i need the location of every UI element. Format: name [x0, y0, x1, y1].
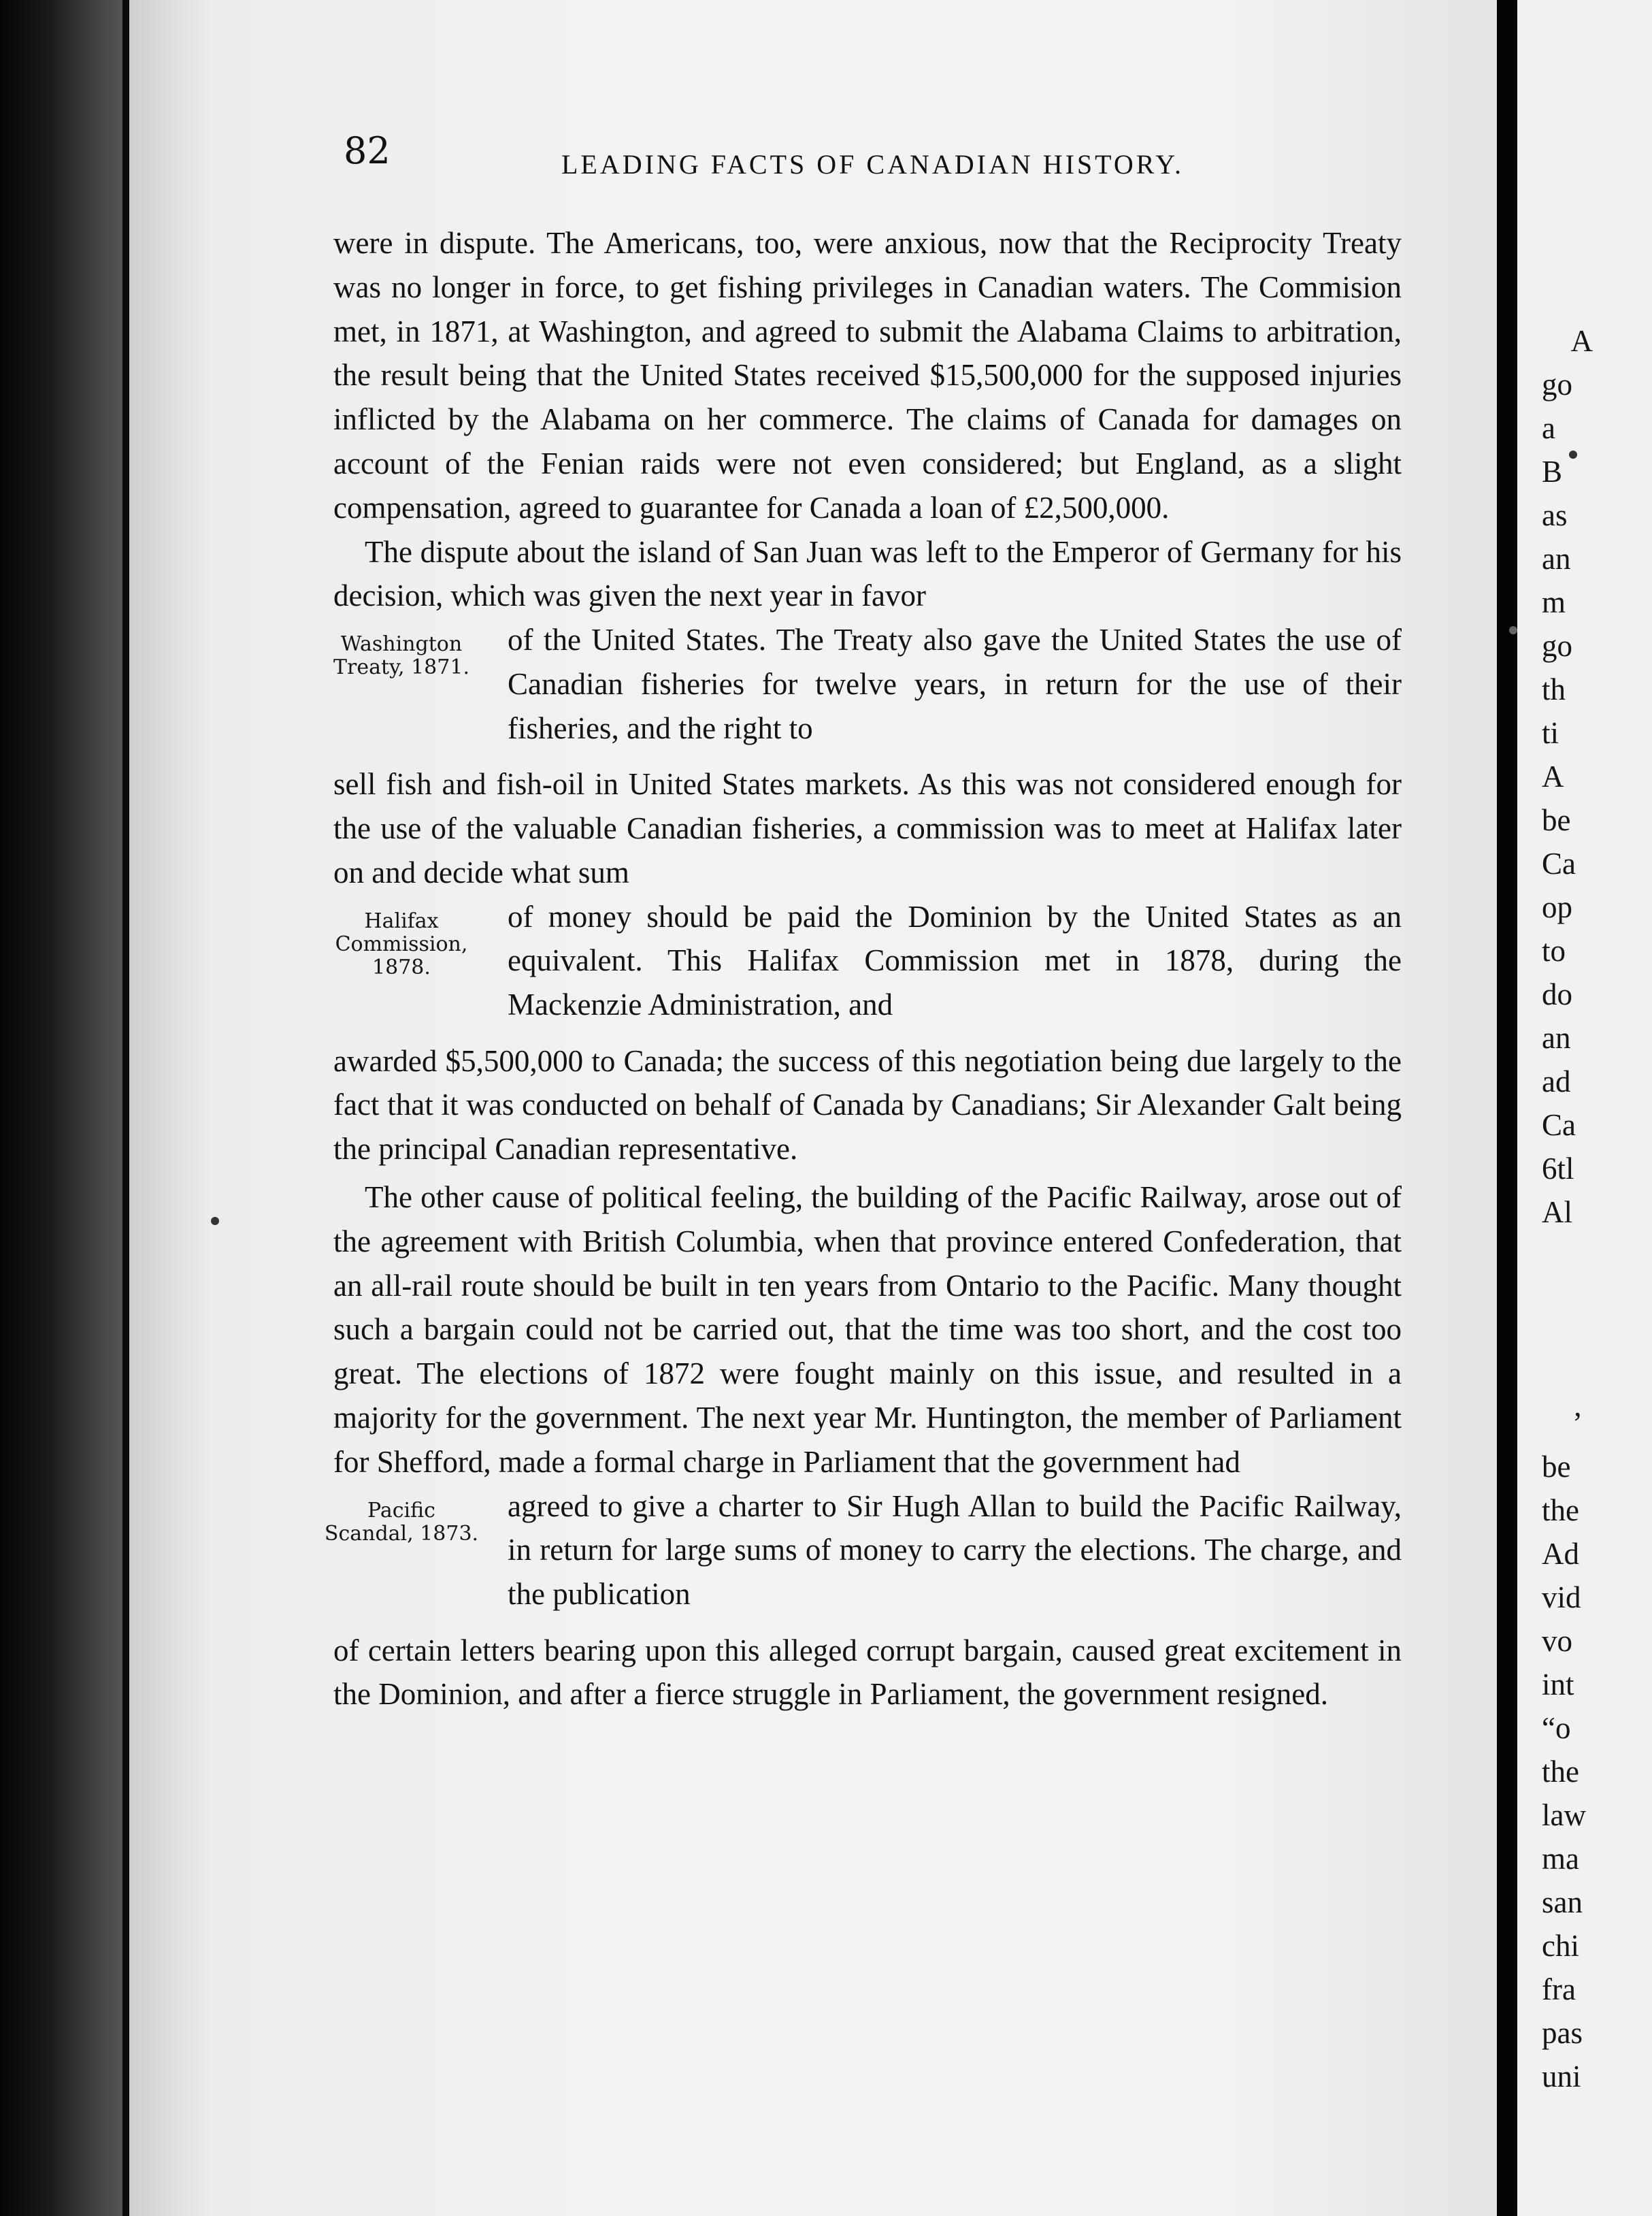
facing-page-fragment-group: ’ be the Ad vid vo int “o the law ma san chi fra pas uni: [1542, 1406, 1586, 2093]
sidenote-line: Treaty, 1871.: [333, 655, 469, 680]
paragraph-text: of the United States. The Treaty also gave the United States the use of Canadian fisheries for twelve years, in return for the use of their fisheries, and the right to: [508, 623, 1402, 745]
ink-spot: [211, 1217, 219, 1225]
sidenote-halifax-commission: [320, 895, 483, 1039]
sidenote-washington-treaty: [320, 618, 483, 762]
page-number: 82: [344, 129, 391, 172]
facing-page-edge: [1517, 0, 1652, 2216]
sidenote-line: Pacific: [367, 1498, 435, 1522]
paragraph-pacific-railway: The other cause of political feeling, the building of the Pacific Railway, arose out of the agreement with British Columbia, when that province entered Confederation, that an all-rail route should be built in ten years from Ontario to the Pacific. Many thought such a bargain could not be carried out, that the time was too short, and the cost too great. The elections of 1872 were fought mainly on this issue, and resulted in a majority for the government. The next year Mr. Huntington, the member of Parliament for Shefford, made a formal charge in Parliament that the government had: [333, 1179, 1402, 1479]
paragraph-san-juan: [333, 530, 1402, 619]
sidenote-pacific-scandal: [320, 1484, 483, 1629]
paragraph-text: sell fish and fish-oil in United States markets. As this was not considered enough for the use of the valuable Canadian fisheries, a commission was to meet at Halifax later on and decide what sum: [333, 767, 1402, 890]
sidenote-line: Commission,: [335, 932, 468, 956]
book-spine-shadow: [0, 0, 122, 2216]
facing-page-fragments: [1542, 276, 1593, 2142]
ink-spot: [1509, 626, 1517, 634]
body-text: [324, 221, 1402, 1716]
running-head-title: LEADING FACTS OF CANADIAN HISTORY.: [561, 149, 1184, 180]
sidenote-line: Halifax: [364, 909, 439, 933]
running-head: [344, 129, 1513, 191]
sidenote-line: Washington: [340, 632, 463, 657]
facing-page-gap: [1542, 1277, 1593, 1358]
sidenote-line: 1878.: [372, 955, 431, 979]
facing-page-fragment-group: A go a B as an m go th ti A be Ca op to do an ad Ca 6tl Al: [1542, 324, 1593, 1229]
paragraph-alabama-claims: were in dispute. The Americans, too, were anxious, now that the Reciprocity Treaty was no longer in force, to get fishing privileges in Canadian waters. The Commision met, in 1871, at Washington, and agreed to submit the Alabama Claims to arbitration, the result being that the United States received $15,500,000 for the supposed injuries inflicted by the Alabama on her commerce. The claims of Canada for damages on account of the Fenian raids were not even considered; but England, as a slight compensation, agreed to guarantee for Canada a loan of £2,500,000.: [333, 226, 1402, 525]
pacific-block: [324, 1484, 1402, 1616]
paragraph-text: agreed to give a charter to Sir Hugh Allan to build the Pacific Railway, in return for large sums of money to carry the elections. The charge, and the publication: [508, 1488, 1402, 1612]
halifax-block: [333, 895, 1402, 1027]
sidenote-line: Scandal, 1873.: [324, 1521, 479, 1546]
paragraph-text: The dispute about the island of San Juan was left to the Emperor of Germany for his decision, which was given the next year in favor: [333, 534, 1402, 613]
paragraph-text: of money should be paid the Dominion by the United States as an equivalent. This Halifax Commission met in 1878, during the Mackenzie Administration, and: [508, 899, 1402, 1022]
washington-block: [333, 618, 1402, 750]
page-gutter: [1497, 0, 1517, 2216]
paragraph-text: of certain letters bearing upon this alleged corrupt bargain, caused great excitement in the Dominion, and after a fierce struggle in Parliament, the government resigned.: [333, 1633, 1402, 1712]
ink-spot: [1569, 451, 1577, 459]
paragraph-text: awarded $5,500,000 to Canada; the success of this negotiation being due largely to the fact that it was conducted on behalf of Canada by Canadians; Sir Alexander Galt being the principal Canadian representative.: [333, 1043, 1402, 1167]
